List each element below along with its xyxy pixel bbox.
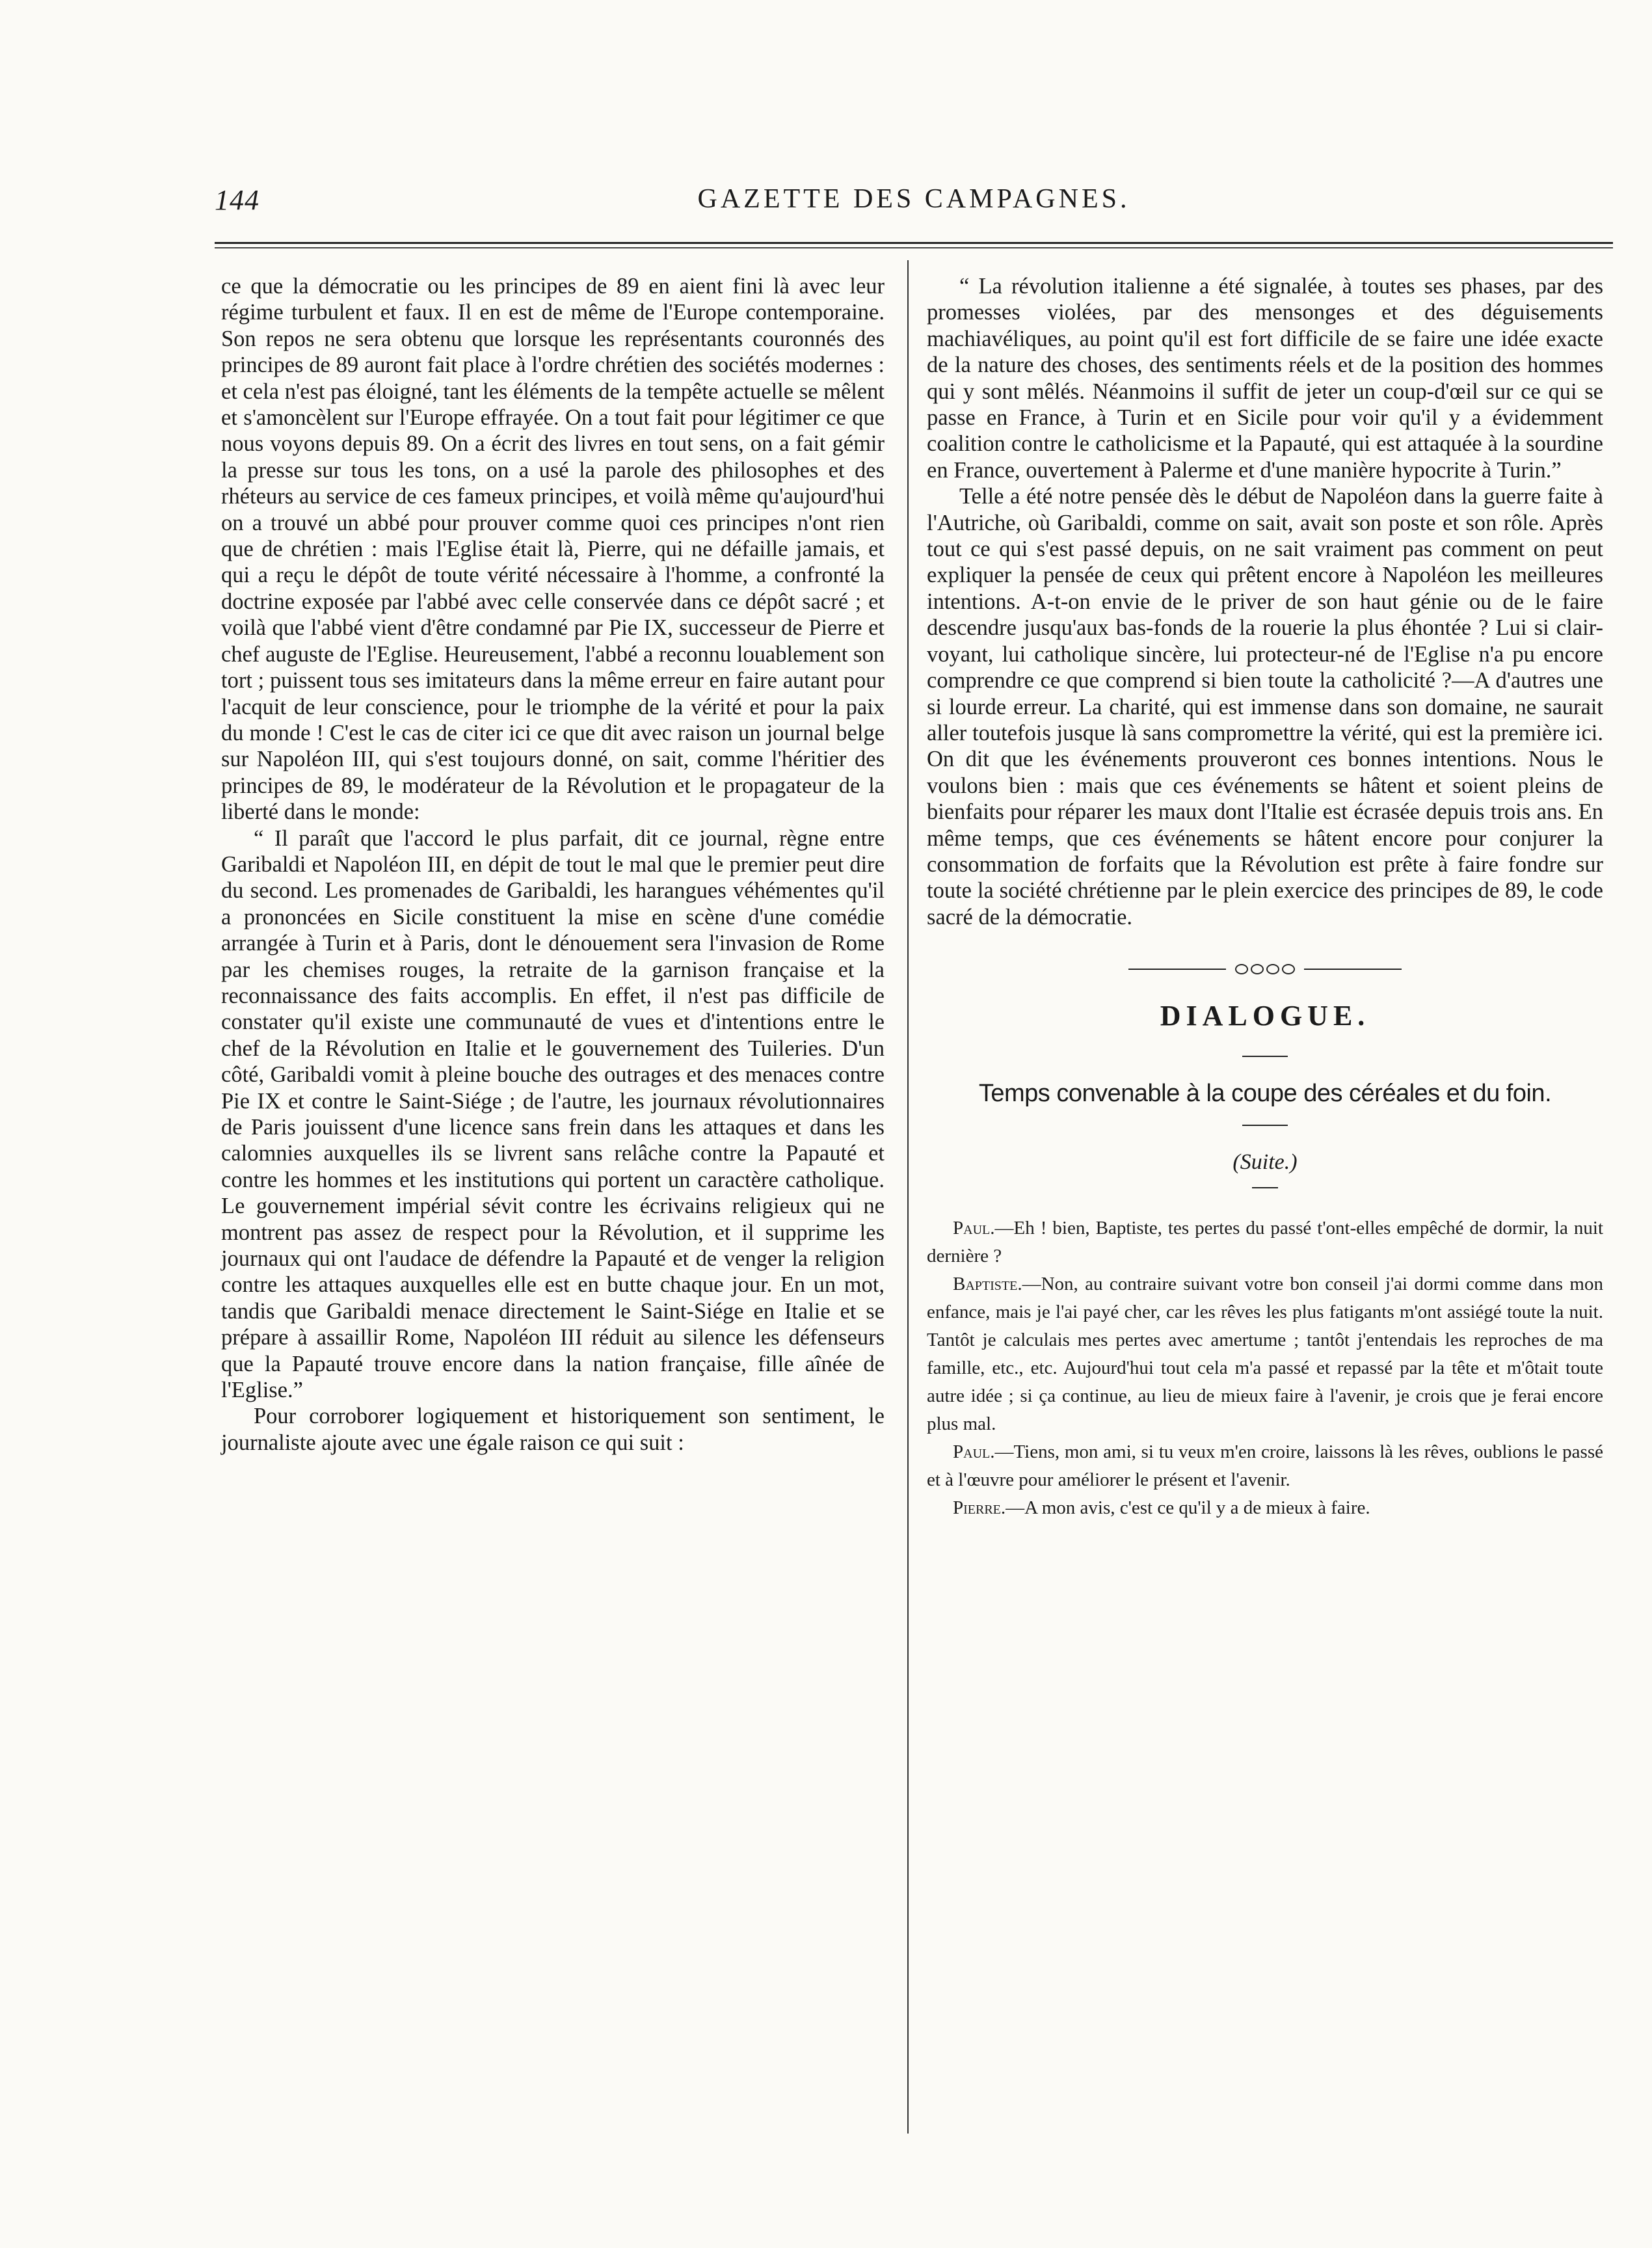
section-ornament — [1128, 961, 1402, 977]
header-rule — [215, 242, 1613, 244]
subtitle-rule — [1242, 1125, 1288, 1126]
right-column — [927, 273, 1603, 1522]
left-paragraph-3: Pour corroborer logiquement et historiquement son sentiment, le journaliste ajoute avec une égale raison ce qui suit : — [221, 1404, 885, 1455]
speaker-name: Paul. — [953, 1441, 995, 1463]
speaker-name: Baptiste. — [953, 1274, 1022, 1295]
suite-rule — [1252, 1187, 1278, 1188]
title-rule — [1242, 1056, 1288, 1057]
left-paragraph-1: ce que la démocratie ou les principes de 89 en aient fini là avec leur régime turbulent et faux. Il en est de même de l'Europe contemporaine. Son repos ne sera obtenu que lorsque les représentants couronnés des principes de 89 auront fait place à l'ordre chrétien des sociétés modernes : et cela n'est pas éloigné, tant les éléments de la tempête actuelle se mêlent et s'amoncèlent sur l'Europe effrayée. On a tout fait pour légitimer ce que nous voyons depuis 89. On a écrit des livres en tout sens, on a fait gémir la presse sur tous les tons, on a usé la parole des philosophes et des rhéteurs au service de ces fameux principes, et voilà même qu'aujourd'hui on a trouvé un abbé pour prouver comme quoi ces principes n'ont rien que de chrétien : mais l'Eglise était là, Pierre, qui ne défaille jamais, et qui a reçu le dépôt de toute vérité nécessaire à l'homme, a confronté la doctrine exposée par l'abbé avec celle conservée dans ce dépôt sacré ; et voilà que l'abbé vient d'être condamné par Pie IX, successeur de Pierre et chef auguste de l'Eglise. Heureusement, l'abbé a reconnu louablement son tort ; puissent tous ses imitateurs dans la même erreur en faire autant pour l'acquit de leur conscience, pour le triomphe de la vérité et pour la paix du monde ! C'est le cas de citer ici ce que dit avec raison un journal belge sur Napoléon III, qui s'est toujours donné, on sait, comme l'héritier des principes de 89, le modérateur de la Révolution et le propagateur de la liberté dans le monde: — [221, 274, 885, 825]
right-paragraph-1: “ La révolution italienne a été signalée, à toutes ses phases, par des promesses violées, par des mensonges et des déguisements machiavéliques, au point qu'il est fort difficile de se faire une idée exacte de la nature des choses, des sentiments réels et de la position des hommes qui y sont mêlés. Néanmoins il suffit de jeter un coup-d'œil sur ce qui se passe en France, à Turin et en Sicile pour voir qu'il y a évidemment coalition contre le catholicisme et la Papauté, qui est attaquée à la sourdine en France, ouvertement à Palerme et d'une manière hypocrite à Turin.” — [927, 274, 1603, 483]
page-header — [215, 183, 1613, 229]
dialogue-line — [927, 1214, 1603, 1270]
header-rule-secondary — [215, 247, 1613, 248]
dialogue-line — [927, 1438, 1603, 1494]
dialogue-text: —Non, au contraire suivant votre bon conseil j'ai dormi comme dans mon enfance, mais je l'ai payé cher, car les rêves les plus fatigants m'ont assiégé toute la nuit. Tantôt je calculais mes pertes avec amertume ; tantôt j'entendais les reproches de ma famille, etc., etc. Aujourd'hui tout cela m'a passé et repassé par la tête et m'ôtait toute autre idée ; si ça continue, au lieu de mieux faire à l'avenir, je crois que je ferai encore plus mal. — [927, 1274, 1603, 1435]
dialogue-line — [927, 1270, 1603, 1438]
dialogue-text: —A mon avis, c'est ce qu'il y a de mieux à faire. — [1006, 1497, 1370, 1519]
dialogue-line — [927, 1494, 1603, 1522]
left-column — [221, 273, 885, 1456]
dialogue — [927, 1214, 1603, 1522]
dialogue-text: —Tiens, mon ami, si tu veux m'en croire, laissons là les rêves, oublions le passé et à l'œuvre pour améliorer le présent et l'avenir. — [927, 1441, 1603, 1491]
section-title: DIALOGUE. — [1160, 1000, 1370, 1032]
right-paragraph-2: Telle a été notre pensée dès le début de Napoléon dans la guerre faite à l'Autriche, où Garibaldi, comme on sait, avait son poste et son rôle. Après tout ce qui s'est passé depuis, on ne sait vraiment pas comment on peut expliquer la pensée de ceux qui prêtent encore à Napoléon les meilleures intentions. A-t-on envie de le priver de son haut génie ou de le faire descendre jusqu'aux bas-fonds de la rouerie la plus éhontée ? Lui si clair-voyant, lui catholique sincère, lui protecteur-né de l'Eglise n'a pu encore comprendre ce que comprend si bien toute la catholicité ?—A d'autres une si lourde erreur. La charité, qui est immense dans son domaine, ne saurait aller toutefois jusque là sans compromettre la vérité, qui est la première ici. On dit que les événements prouveront ces bonnes intentions. Nous le voulons bien : mais que ces événements se hâtent et soient pleins de bienfaits pour réparer les maux dont l'Italie est écrasée depuis trois ans. En même temps, que ces événements se hâtent encore pour conjurer la consommation de forfaits que la Révolution est prête à faire fondre sur toute la société chrétienne par le plein exercice des principes de 89, le code sacré de la démocratie. — [927, 484, 1603, 930]
speaker-name: Pierre. — [953, 1497, 1006, 1519]
section-subtitle: Temps convenable à la coupe des céréales et du foin. — [978, 1079, 1552, 1107]
dialogue-text: —Eh ! bien, Baptiste, tes pertes du passé t'ont-elles empêché de dormir, la nuit dernière ? — [927, 1218, 1603, 1267]
column-divider — [907, 260, 909, 2134]
left-paragraph-2: “ Il paraît que l'accord le plus parfait, dit ce journal, règne entre Garibaldi et Napoléon III, en dépit de tout le mal que le premier peut dire du second. Les promenades de Garibaldi, les harangues véhémentes qu'il a prononcées en Sicile constituent la mise en scène d'une comédie arrangée à Turin et à Paris, dont le dénouement sera l'invasion de Rome par les chemises rouges, la retraite de la garnison française et la reconnaissance des faits accomplis. En effet, il n'est pas difficile de constater qu'il existe une communauté de vues et d'intentions entre le chef de la Révolution en Italie et le gouvernement des Tuileries. D'un côté, Garibaldi vomit à pleine bouche des outrages et des menaces contre Pie IX et contre le Saint-Siége ; de l'autre, les journaux révolutionnaires de Paris jouissent d'une licence sans frein dans les attaques et dans les calomnies auxquelles ils se livrent sans relâche contre la Papauté et contre les hommes et les institutions qui portent un caractère catholique. Le gouvernement impérial sévit contre les écrivains religieux qui ne montrent pas assez de respect pour la Révolution, et il supprime les journaux qui ont l'audace de défendre la Papauté et de venger la religion contre les attaques auxquelles elle est en butte chaque jour. En un mot, tandis que Garibaldi menace directement le Saint-Siége en Italie et se prépare à assaillir Rome, Napoléon III réduit au silence les défenseurs que la Papauté trouve encore dans la nation française, fille aînée de l'Eglise.” — [221, 825, 885, 1403]
page-number: 144 — [215, 184, 260, 216]
suite-label: (Suite.) — [1232, 1149, 1298, 1174]
running-title: GAZETTE DES CAMPAGNES. — [697, 184, 1130, 214]
speaker-name: Paul. — [953, 1218, 995, 1239]
